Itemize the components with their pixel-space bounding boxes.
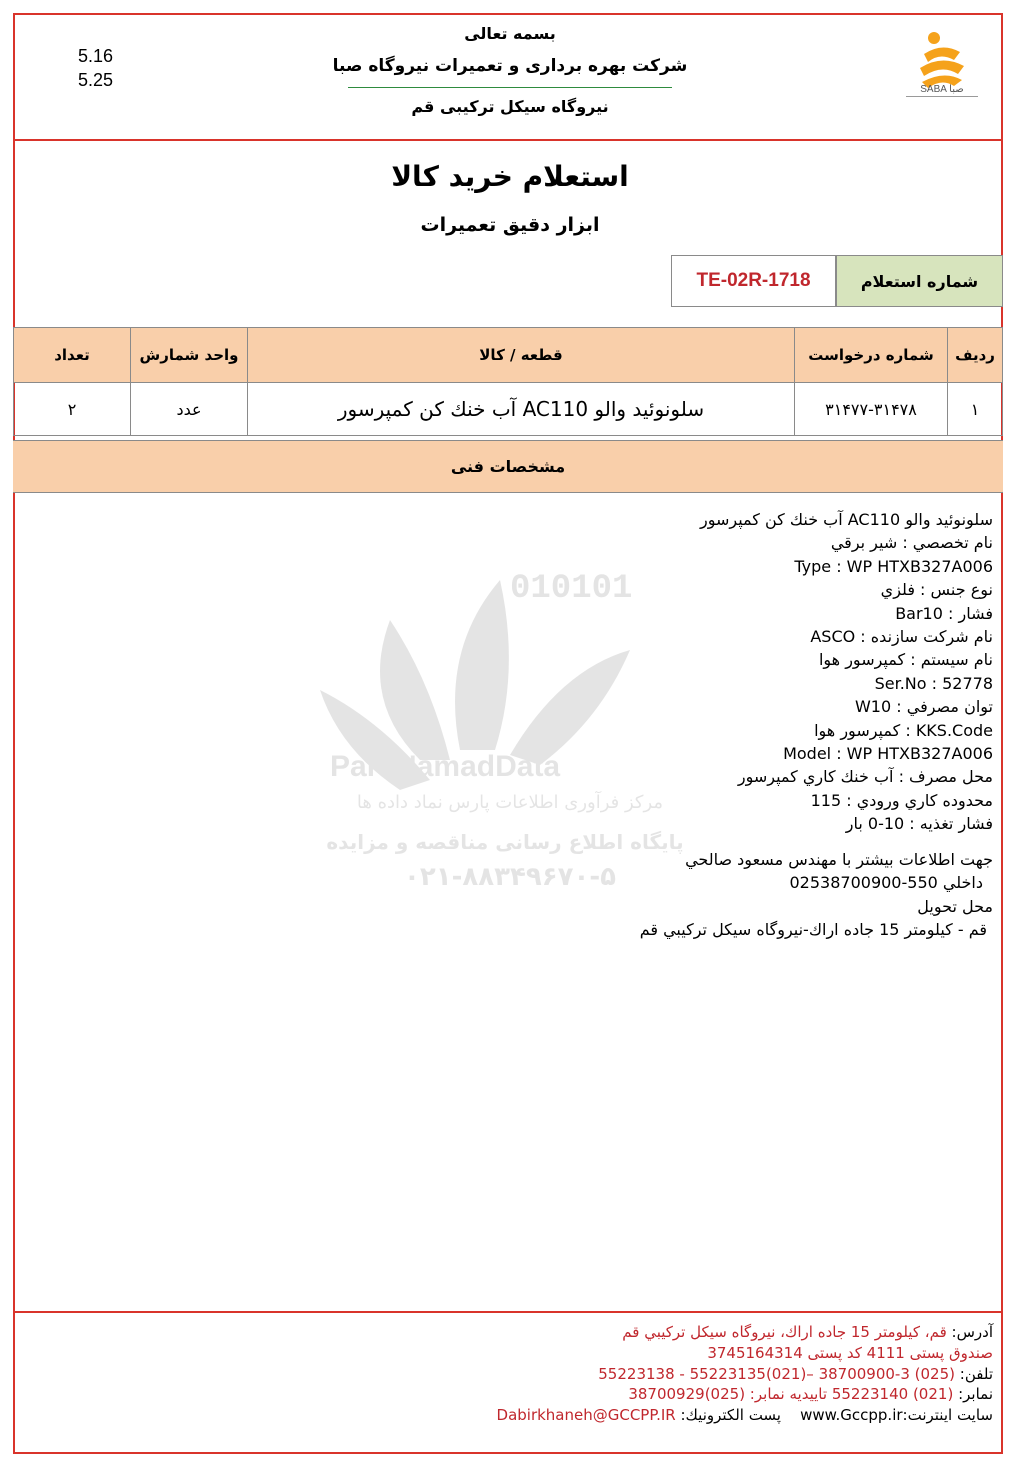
- footer: [233, 1322, 993, 1426]
- cell-quantity: ۲: [14, 383, 131, 436]
- address-value: قم، کیلومتر 15 جاده اراك، نيروگاه سيكل تركيبي قم: [622, 1323, 947, 1341]
- saba-logo: [898, 24, 986, 114]
- page-title: استعلام خرید کالا: [391, 160, 629, 193]
- spec-line: نام سيستم : كمپرسور هوا: [818, 650, 993, 670]
- spec-line: KKS.Code : كمپرسور هوا: [814, 720, 993, 740]
- header-quantity: تعداد: [14, 328, 131, 383]
- inquiry-number-value: TE-02R-1718: [671, 255, 836, 307]
- watermark-line2: پایگاه اطلاع رسانی مناقصه و مزایده: [326, 830, 684, 854]
- spec-line: محل مصرف : آب خنك كاري كمپرسور: [737, 767, 993, 787]
- company-name: شرکت بهره برداری و تعمیرات نیروگاه صبا: [332, 56, 688, 76]
- footer-web: [233, 1405, 993, 1426]
- logo-text: SABA صبا: [920, 84, 964, 95]
- spec-line: Model : WP HTXB327A006: [783, 744, 993, 764]
- spec-line: نوع جنس : فلزي: [880, 580, 993, 600]
- spec-line: Ser.No : 52778: [874, 673, 993, 693]
- contact-line: قم - كيلومتر 15 جاده اراك-نيروگاه سيكل تركيبي قم: [639, 919, 987, 939]
- contact-line: محل تحويل: [917, 896, 993, 916]
- site-label: سایت اینترنت:: [902, 1406, 993, 1425]
- email-label: پست الکترونیك:: [680, 1406, 781, 1425]
- footer-postbox: صندوق پستی 4111 کد پستی 3745164314: [707, 1343, 993, 1362]
- header-unit: واحد شمارش: [131, 328, 248, 383]
- items-table: [13, 327, 1003, 436]
- watermark-digits: 010101: [510, 570, 633, 608]
- form-code-1: 5.16: [78, 46, 114, 66]
- fax-label: نمابر:: [958, 1385, 993, 1404]
- spec-line: محدوده كاري ورودي : 115: [810, 790, 993, 810]
- footer-phone: [233, 1364, 993, 1385]
- form-codes: [78, 44, 113, 92]
- spec-line: نام تخصصي : شير برقي: [830, 533, 993, 553]
- page-subtitle: ابزار دقیق تعمیرات: [420, 214, 600, 236]
- phone-value: (025) 3-38700900 –(021)55223135 - 55223138: [598, 1364, 956, 1383]
- table-header-row: [14, 328, 1003, 383]
- phone-label: تلفن:: [959, 1364, 993, 1383]
- contact-line: داخلي 550-02538700900: [789, 873, 983, 893]
- table-row: [14, 383, 1003, 436]
- contact-line: جهت اطلاعات بيشتر با مهندس مسعود صالحي: [685, 849, 993, 869]
- spec-heading: مشخصات فنی: [13, 440, 1003, 493]
- footer-address: [233, 1322, 993, 1343]
- spec-line: سلونوئيد والو AC110 آب خنك كن كمپرسور: [699, 510, 993, 529]
- plant-name: نیروگاه سیکل ترکیبی قم: [411, 97, 609, 116]
- header-row-number: ردیف: [948, 328, 1003, 383]
- email-link[interactable]: Dabirkhaneh@GCCPP.IR: [496, 1406, 676, 1425]
- company-underline: [348, 87, 672, 88]
- spec-line: فشار تغذيه : 10-0 بار: [845, 814, 993, 834]
- site-link[interactable]: www.Gccpp.ir: [800, 1406, 903, 1425]
- spec-line: نام شركت سازنده : ASCO: [810, 627, 993, 647]
- footer-divider: [13, 1311, 1003, 1313]
- spec-line: توان مصرفي : W10: [854, 697, 993, 717]
- cell-unit: عدد: [131, 383, 248, 436]
- footer-fax: [233, 1384, 993, 1405]
- fax-value: (021) 55223140 تاييديه نمابر: (025)38700929: [628, 1385, 954, 1404]
- inquiry-number-label: شماره استعلام: [836, 255, 1003, 307]
- spec-line: فشار : Bar10: [895, 603, 993, 623]
- cell-request-number: ۳۱۴۷۷-۳۱۴۷۸: [795, 383, 948, 436]
- watermark-brand: ParsNamadData: [330, 750, 561, 783]
- watermark-phone: ۰۲۱-۸۸۳۴۹۶۷۰-۵: [403, 862, 616, 892]
- spec-list: [293, 508, 993, 941]
- spec-line: Type : WP HTXB327A006: [794, 556, 993, 576]
- header-request-number: شماره درخواست: [795, 328, 948, 383]
- form-code-2: 5.25: [78, 70, 114, 90]
- cell-row-number: ۱: [948, 383, 1003, 436]
- header-item: قطعه / کالا: [248, 328, 795, 383]
- bismillah-heading: بسمه تعالی: [464, 24, 556, 43]
- cell-item: سلونوئید والو AC110 آب خنك كن كمپرسور: [248, 383, 795, 436]
- watermark-line1: مرکز فرآوری اطلاعات پارس نماد داده ها: [356, 792, 664, 813]
- address-label: آدرس:: [951, 1323, 993, 1341]
